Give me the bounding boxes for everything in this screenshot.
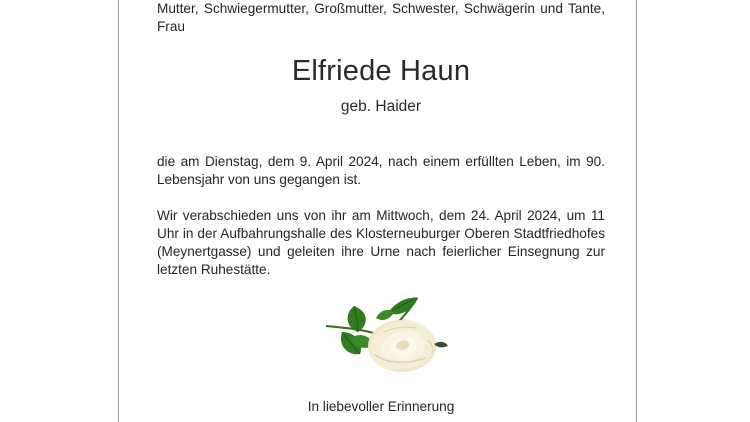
white-rose-icon <box>318 292 450 374</box>
left-border-line <box>118 0 119 422</box>
closing-remembrance: In liebevoller Erinnerung <box>307 399 455 414</box>
deceased-name: Elfriede Haun <box>291 55 471 87</box>
death-announcement: die am Dienstag, dem 9. April 2024, nach einem erfüllten Leben, im 90. Lebensjahr von uns gegangen ist. <box>157 154 605 187</box>
funeral-service-details: Wir verabschieden uns von ihr am Mittwoch, dem 24. April 2024, um 11 Uhr in der Aufbahrungshalle des Klosterneuburger Oberen Stadtfriedhofes (Meynertgasse) und geleiten ihre Urne nach feierlicher Einsegnung zur letzten Ruhestätte. <box>157 208 605 277</box>
relationship-intro: Mutter, Schwiegermutter, Großmutter, Schwester, Schwägerin und Tante, Frau <box>157 1 605 34</box>
maiden-name: geb. Haider <box>340 98 422 115</box>
right-border-line <box>636 0 637 422</box>
